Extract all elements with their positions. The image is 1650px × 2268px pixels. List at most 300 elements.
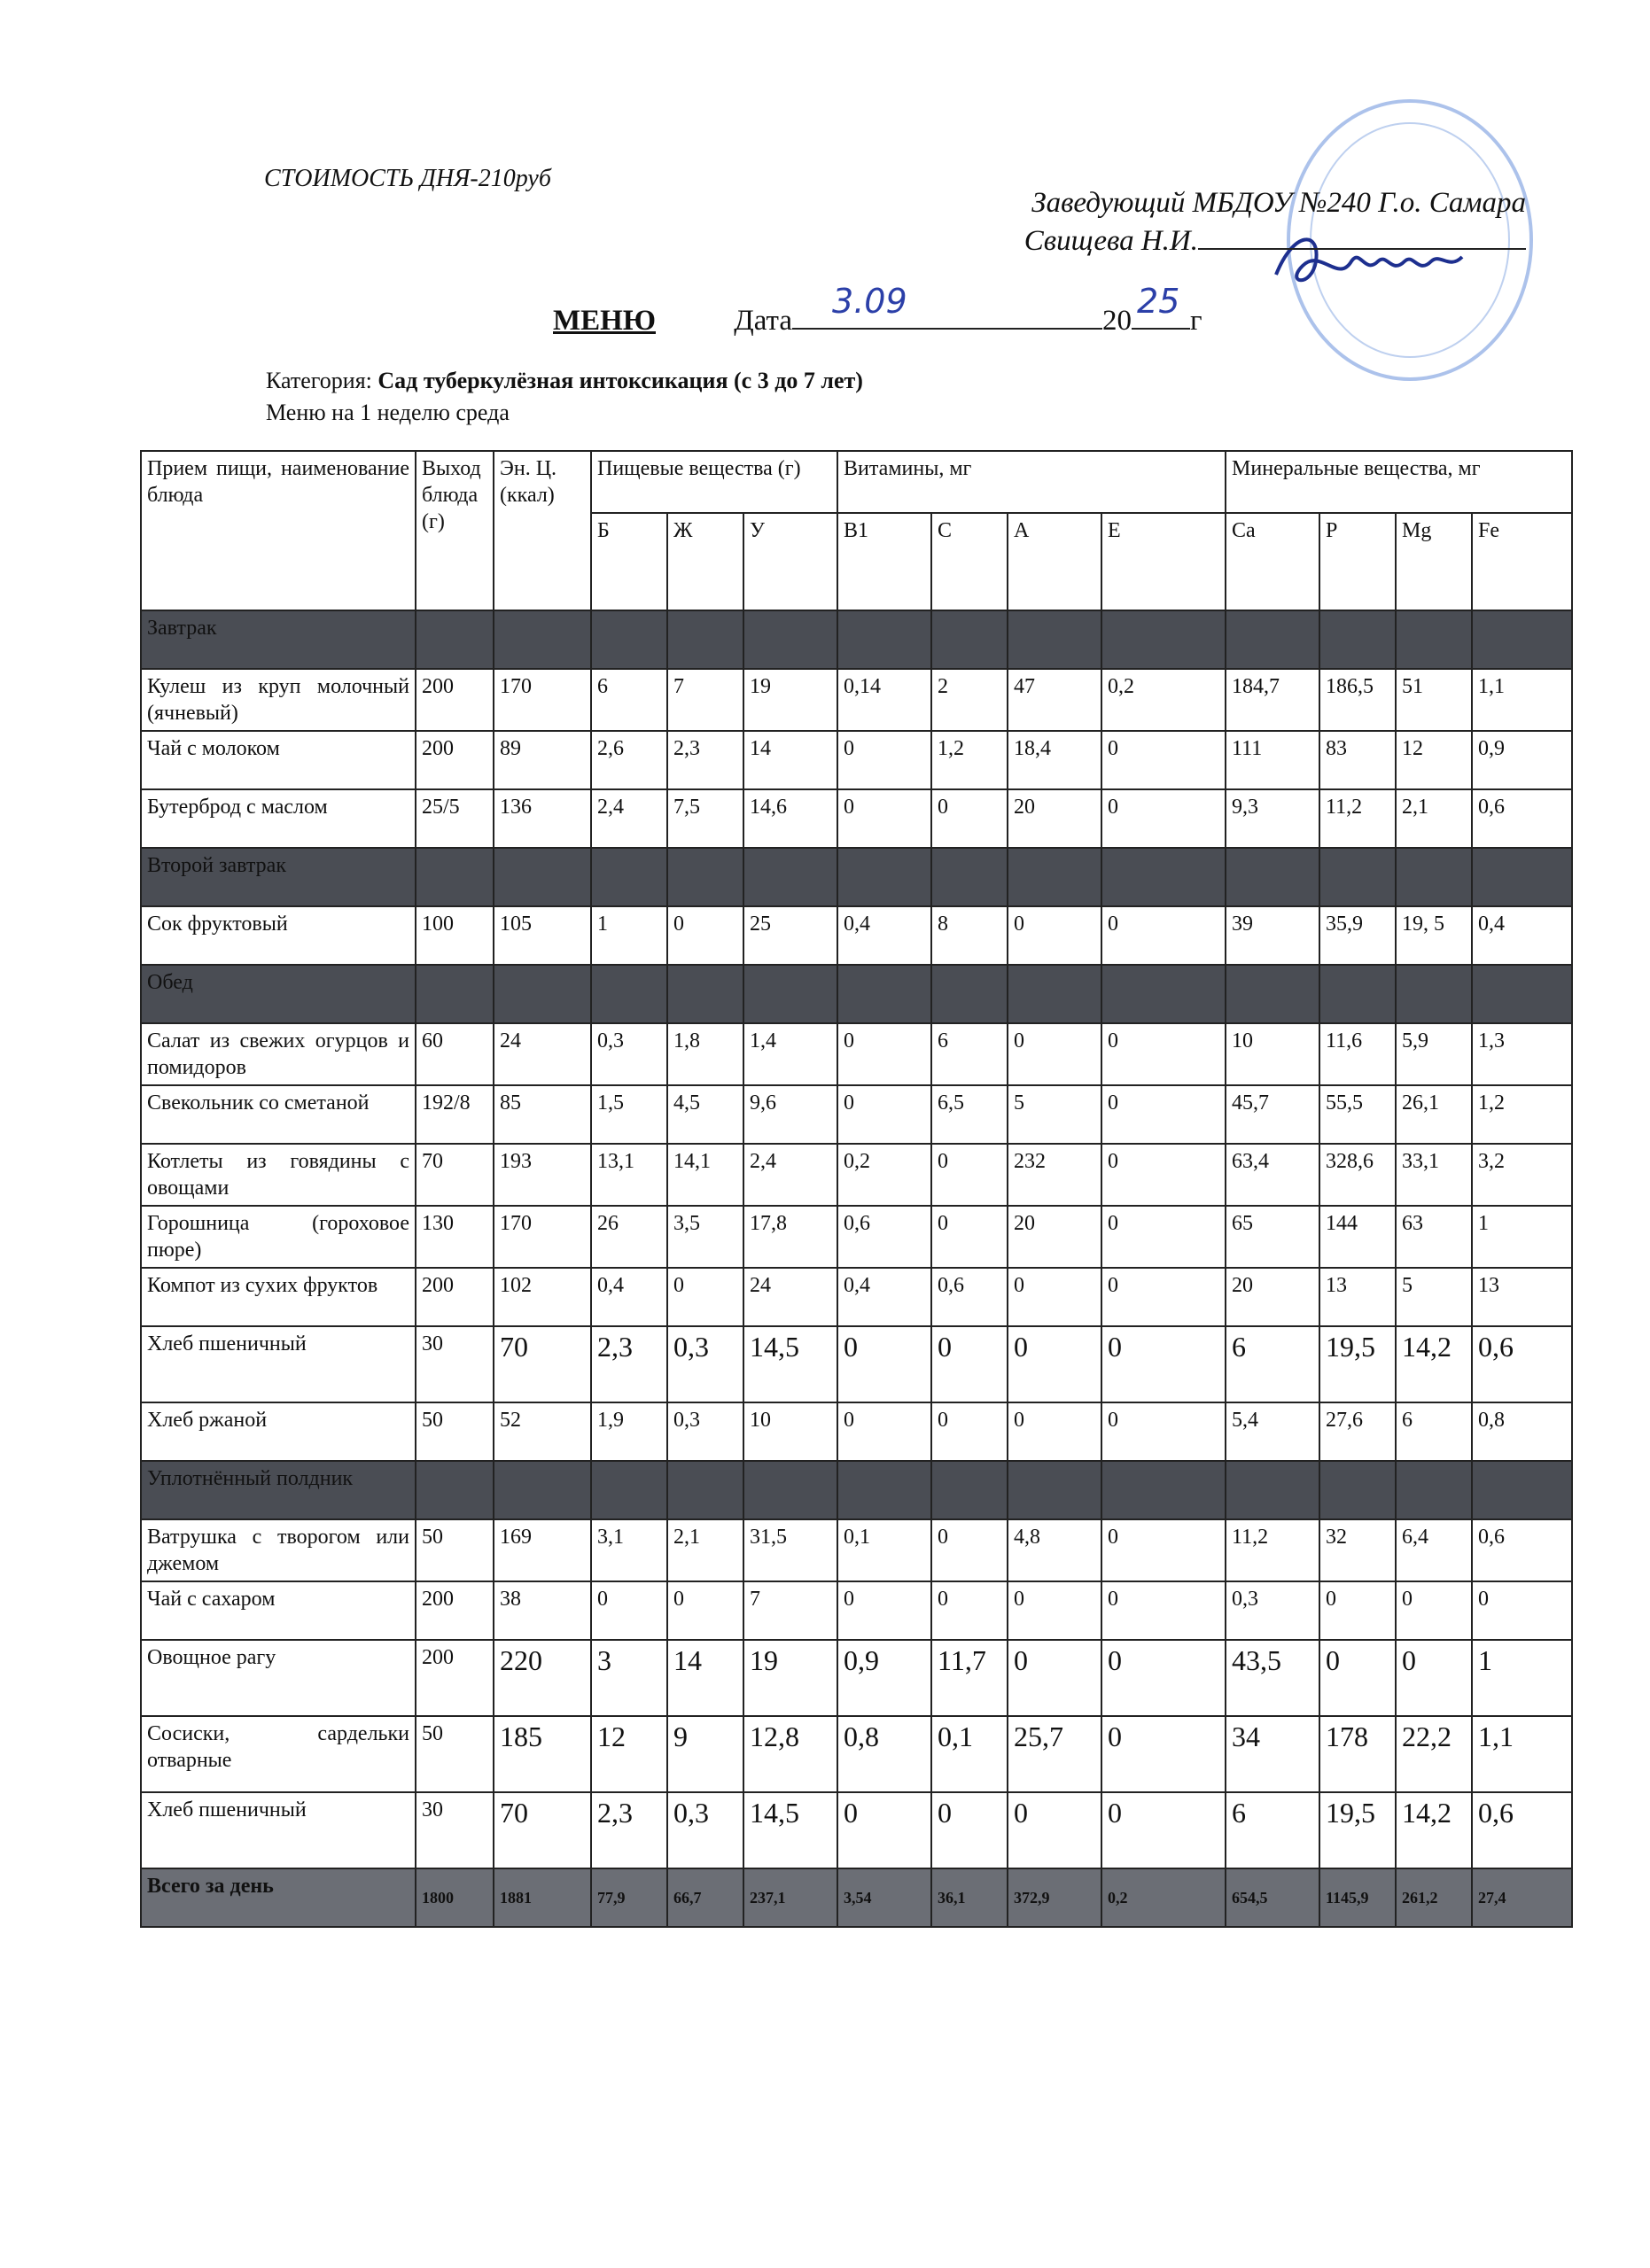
year-value: 25 [1137, 282, 1180, 321]
section-cell [1472, 965, 1572, 1023]
table-cell: 0,3 [667, 1326, 743, 1402]
table-cell: 2,1 [1396, 789, 1472, 848]
col-sub-10: Fe [1472, 513, 1572, 610]
table-cell: 0 [931, 1144, 1008, 1206]
table-cell: 12,8 [743, 1716, 837, 1792]
section-cell [931, 965, 1008, 1023]
section-cell [1101, 610, 1226, 669]
table-row [141, 1640, 1572, 1716]
table-cell: 14,2 [1396, 1792, 1472, 1868]
table-cell: 1,5 [591, 1085, 667, 1144]
table-cell: 1 [1472, 1206, 1572, 1268]
table-cell: 0,2 [837, 1144, 931, 1206]
table-cell: 0,4 [591, 1268, 667, 1326]
table-row [141, 1716, 1572, 1792]
table-cell: 6,5 [931, 1085, 1008, 1144]
dish-name: Овощное рагу [141, 1640, 416, 1716]
table-cell: 20 [1008, 1206, 1101, 1268]
table-cell: 0,1 [931, 1716, 1008, 1792]
section-cell [667, 848, 743, 906]
table-cell: 105 [494, 906, 591, 965]
section-cell [1472, 848, 1572, 906]
table-cell: 14 [743, 731, 837, 789]
table-row [141, 1792, 1572, 1868]
table-cell: 70 [494, 1326, 591, 1402]
table-cell: 2,3 [591, 1326, 667, 1402]
category-label: Категория: [266, 368, 372, 393]
section-cell [931, 848, 1008, 906]
table-cell: 200 [416, 731, 494, 789]
table-cell: 6 [591, 669, 667, 731]
total-cell: 372,9 [1008, 1868, 1101, 1927]
table-cell: 50 [416, 1716, 494, 1792]
table-cell: 1,4 [743, 1023, 837, 1085]
table-cell: 0,2 [1101, 669, 1226, 731]
section-cell [1008, 965, 1101, 1023]
table-cell: 3,1 [591, 1519, 667, 1581]
table-cell: 0 [667, 906, 743, 965]
col-yield: Выход блюда (г) [416, 451, 494, 610]
table-cell: 2,3 [591, 1792, 667, 1868]
section-cell [591, 965, 667, 1023]
table-cell: 0 [931, 1581, 1008, 1640]
table-cell: 0 [1101, 1640, 1226, 1716]
table-cell: 5 [1396, 1268, 1472, 1326]
table-cell: 0 [1101, 1268, 1226, 1326]
table-cell: 170 [494, 669, 591, 731]
table-cell: 0 [1396, 1640, 1472, 1716]
table-cell: 6 [1226, 1792, 1319, 1868]
table-cell: 200 [416, 669, 494, 731]
table-cell: 3 [591, 1640, 667, 1716]
table-cell: 1,3 [1472, 1023, 1572, 1085]
table-cell: 12 [591, 1716, 667, 1792]
table-cell: 52 [494, 1402, 591, 1461]
table-cell: 14 [667, 1640, 743, 1716]
table-cell: 232 [1008, 1144, 1101, 1206]
section-cell [1008, 848, 1101, 906]
table-row [141, 1023, 1572, 1085]
table-cell: 0 [837, 1326, 931, 1402]
table-cell: 0 [1101, 1085, 1226, 1144]
table-row [141, 1206, 1572, 1268]
table-cell: 0 [837, 1581, 931, 1640]
table-cell: 0 [1101, 1402, 1226, 1461]
table-row [141, 1519, 1572, 1581]
section-cell [494, 1461, 591, 1519]
table-cell: 2,1 [667, 1519, 743, 1581]
table-cell: 20 [1008, 789, 1101, 848]
category-value: Сад туберкулёзная интоксикация (с 3 до 7 лет) [377, 368, 863, 393]
table-cell: 9,6 [743, 1085, 837, 1144]
table-cell: 0 [837, 731, 931, 789]
dish-name: Компот из сухих фруктов [141, 1268, 416, 1326]
table-row [141, 1144, 1572, 1206]
table-cell: 0 [837, 1792, 931, 1868]
table-cell: 2,3 [667, 731, 743, 789]
section-cell [1396, 610, 1472, 669]
section-cell [494, 965, 591, 1023]
table-cell: 19 [743, 669, 837, 731]
table-cell: 200 [416, 1640, 494, 1716]
table-cell: 0,6 [1472, 1519, 1572, 1581]
section-row [141, 610, 1572, 669]
section-cell [1101, 1461, 1226, 1519]
table-cell: 0 [1008, 1326, 1101, 1402]
dish-name: Свекольник со сметаной [141, 1085, 416, 1144]
table-cell: 0,14 [837, 669, 931, 731]
table-cell: 13 [1319, 1268, 1396, 1326]
dish-name: Ватрушка с творогом или джемом [141, 1519, 416, 1581]
section-cell [667, 965, 743, 1023]
table-cell: 2,4 [591, 789, 667, 848]
section-cell [1472, 1461, 1572, 1519]
table-row [141, 669, 1572, 731]
table-cell: 0,3 [667, 1792, 743, 1868]
section-cell [1319, 610, 1396, 669]
table-cell: 0,1 [837, 1519, 931, 1581]
table-cell: 186,5 [1319, 669, 1396, 731]
table-cell: 63 [1396, 1206, 1472, 1268]
date-value: 3.09 [832, 282, 907, 321]
table-cell: 2,6 [591, 731, 667, 789]
table-cell: 22,2 [1396, 1716, 1472, 1792]
table-row [141, 1581, 1572, 1640]
week-line: Меню на 1 неделю среда [266, 400, 510, 425]
director-title: Заведующий МБДОУ №240 Г.о. Самара [1031, 187, 1526, 219]
table-cell: 11,6 [1319, 1023, 1396, 1085]
table-cell: 136 [494, 789, 591, 848]
table-cell: 0,9 [837, 1640, 931, 1716]
dish-name: Котлеты из говядины с овощами [141, 1144, 416, 1206]
table-cell: 0 [1319, 1640, 1396, 1716]
table-cell: 0,4 [837, 906, 931, 965]
table-cell: 0 [837, 1085, 931, 1144]
total-cell: 77,9 [591, 1868, 667, 1927]
table-cell: 11,2 [1226, 1519, 1319, 1581]
table-row [141, 906, 1572, 965]
col-minerals: Минеральные вещества, мг [1226, 451, 1572, 513]
table-cell: 100 [416, 906, 494, 965]
section-cell [1319, 1461, 1396, 1519]
table-cell: 25 [743, 906, 837, 965]
table-cell: 19, 5 [1396, 906, 1472, 965]
total-cell: 0,2 [1101, 1868, 1226, 1927]
col-vitamins: Витамины, мг [837, 451, 1226, 513]
total-cell: 27,4 [1472, 1868, 1572, 1927]
section-cell [837, 1461, 931, 1519]
col-sub-9: Mg [1396, 513, 1472, 610]
table-cell: 0,6 [837, 1206, 931, 1268]
table-cell: 0 [837, 789, 931, 848]
table-cell: 45,7 [1226, 1085, 1319, 1144]
dish-name: Бутерброд с маслом [141, 789, 416, 848]
total-cell: 1881 [494, 1868, 591, 1927]
table-cell: 3,2 [1472, 1144, 1572, 1206]
table-cell: 7 [667, 669, 743, 731]
section-cell [1319, 848, 1396, 906]
table-cell: 50 [416, 1519, 494, 1581]
table-cell: 0 [1472, 1581, 1572, 1640]
table-row [141, 1326, 1572, 1402]
table-cell: 27,6 [1319, 1402, 1396, 1461]
table-cell: 0,4 [1472, 906, 1572, 965]
col-sub-1: Ж [667, 513, 743, 610]
table-cell: 0 [1101, 1716, 1226, 1792]
dish-name: Хлеб пшеничный [141, 1792, 416, 1868]
table-cell: 0 [931, 789, 1008, 848]
section-cell [1396, 848, 1472, 906]
section-cell [1472, 610, 1572, 669]
table-cell: 32 [1319, 1519, 1396, 1581]
table-cell: 0 [1319, 1581, 1396, 1640]
table-cell: 8 [931, 906, 1008, 965]
table-cell: 0 [931, 1519, 1008, 1581]
table-cell: 83 [1319, 731, 1396, 789]
table-cell: 2,4 [743, 1144, 837, 1206]
table-cell: 0 [1101, 1581, 1226, 1640]
table-cell: 18,4 [1008, 731, 1101, 789]
table-cell: 13 [1472, 1268, 1572, 1326]
section-cell [591, 1461, 667, 1519]
table-cell: 26,1 [1396, 1085, 1472, 1144]
total-cell: 3,54 [837, 1868, 931, 1927]
section-row [141, 1461, 1572, 1519]
col-sub-8: P [1319, 513, 1396, 610]
table-cell: 0 [1101, 1792, 1226, 1868]
dish-name: Кулеш из круп молочный (ячневый) [141, 669, 416, 731]
table-cell: 192/8 [416, 1085, 494, 1144]
col-nutrients: Пищевые вещества (г) [591, 451, 837, 513]
menu-title: МЕНЮ [553, 305, 656, 337]
table-cell: 50 [416, 1402, 494, 1461]
table-cell: 1,1 [1472, 669, 1572, 731]
table-cell: 111 [1226, 731, 1319, 789]
table-cell: 0 [931, 1402, 1008, 1461]
section-row [141, 965, 1572, 1023]
table-cell: 0 [1008, 1023, 1101, 1085]
dish-name: Хлеб пшеничный [141, 1326, 416, 1402]
director-name: Свищева Н.И. [1023, 225, 1198, 257]
table-cell: 0 [1101, 731, 1226, 789]
table-cell: 11,2 [1319, 789, 1396, 848]
table-cell: 200 [416, 1581, 494, 1640]
table-cell: 70 [494, 1792, 591, 1868]
approval-block [1024, 184, 1526, 260]
table-cell: 6,4 [1396, 1519, 1472, 1581]
table-cell: 0 [1008, 1640, 1101, 1716]
section-cell [837, 610, 931, 669]
table-cell: 85 [494, 1085, 591, 1144]
table-cell: 0 [1008, 1581, 1101, 1640]
table-cell: 14,5 [743, 1792, 837, 1868]
table-cell: 25,7 [1008, 1716, 1101, 1792]
dish-name: Чай с сахаром [141, 1581, 416, 1640]
section-cell [1226, 1461, 1319, 1519]
table-row [141, 789, 1572, 848]
table-cell: 35,9 [1319, 906, 1396, 965]
dish-name: Чай с молоком [141, 731, 416, 789]
table-cell: 12 [1396, 731, 1472, 789]
table-cell: 4,8 [1008, 1519, 1101, 1581]
table-cell: 14,1 [667, 1144, 743, 1206]
dish-name: Сосиски, сардельки отварные [141, 1716, 416, 1792]
col-sub-2: У [743, 513, 837, 610]
section-cell [837, 848, 931, 906]
section-title: Завтрак [141, 610, 416, 669]
table-cell: 0,6 [931, 1268, 1008, 1326]
menu-table [140, 450, 1573, 1928]
table-cell: 184,7 [1226, 669, 1319, 731]
table-cell: 5,9 [1396, 1023, 1472, 1085]
section-cell [591, 848, 667, 906]
table-cell: 9,3 [1226, 789, 1319, 848]
signature-line [1198, 221, 1526, 250]
table-cell: 0,4 [837, 1268, 931, 1326]
table-cell: 0 [1101, 1144, 1226, 1206]
table-cell: 26 [591, 1206, 667, 1268]
menu-date-line [553, 282, 1202, 338]
section-cell [743, 1461, 837, 1519]
category-block [266, 365, 863, 429]
table-cell: 0 [667, 1268, 743, 1326]
table-cell: 6 [1396, 1402, 1472, 1461]
table-cell: 9 [667, 1716, 743, 1792]
section-cell [667, 610, 743, 669]
table-cell: 0,3 [591, 1023, 667, 1085]
table-cell: 24 [743, 1268, 837, 1326]
table-cell: 31,5 [743, 1519, 837, 1581]
table-cell: 0 [1101, 1206, 1226, 1268]
table-cell: 14,6 [743, 789, 837, 848]
table-cell: 1,9 [591, 1402, 667, 1461]
col-sub-6: E [1101, 513, 1226, 610]
table-cell: 0,8 [837, 1716, 931, 1792]
table-cell: 6 [931, 1023, 1008, 1085]
table-cell: 185 [494, 1716, 591, 1792]
table-cell: 17,8 [743, 1206, 837, 1268]
section-cell [1396, 965, 1472, 1023]
section-cell [1319, 965, 1396, 1023]
total-cell: 261,2 [1396, 1868, 1472, 1927]
table-cell: 0 [1396, 1581, 1472, 1640]
table-cell: 0 [591, 1581, 667, 1640]
table-cell: 193 [494, 1144, 591, 1206]
table-cell: 0 [667, 1581, 743, 1640]
table-cell: 0 [931, 1792, 1008, 1868]
table-cell: 3,5 [667, 1206, 743, 1268]
table-cell: 0 [837, 1023, 931, 1085]
table-cell: 1,1 [1472, 1716, 1572, 1792]
table-cell: 0,3 [667, 1402, 743, 1461]
table-cell: 220 [494, 1640, 591, 1716]
table-cell: 10 [1226, 1023, 1319, 1085]
table-cell: 70 [416, 1144, 494, 1206]
total-row [141, 1868, 1572, 1927]
table-cell: 13,1 [591, 1144, 667, 1206]
col-sub-0: Б [591, 513, 667, 610]
section-cell [416, 848, 494, 906]
table-row [141, 1402, 1572, 1461]
dish-name: Салат из свежих огурцов и помидоров [141, 1023, 416, 1085]
dish-name: Сок фруктовый [141, 906, 416, 965]
col-sub-4: C [931, 513, 1008, 610]
table-cell: 89 [494, 731, 591, 789]
table-cell: 130 [416, 1206, 494, 1268]
table-cell: 6 [1226, 1326, 1319, 1402]
section-cell [1226, 610, 1319, 669]
total-cell: 237,1 [743, 1868, 837, 1927]
year-suffix: г [1190, 305, 1202, 337]
section-cell [931, 1461, 1008, 1519]
section-cell [743, 965, 837, 1023]
dish-name: Горошница (гороховое пюре) [141, 1206, 416, 1268]
table-cell: 10 [743, 1402, 837, 1461]
table-row [141, 731, 1572, 789]
total-cell: 1145,9 [1319, 1868, 1396, 1927]
table-cell: 178 [1319, 1716, 1396, 1792]
table-cell: 38 [494, 1581, 591, 1640]
section-cell [931, 610, 1008, 669]
table-cell: 4,5 [667, 1085, 743, 1144]
section-cell [416, 1461, 494, 1519]
table-cell: 5,4 [1226, 1402, 1319, 1461]
table-cell: 1 [1472, 1640, 1572, 1716]
col-sub-5: A [1008, 513, 1101, 610]
table-cell: 47 [1008, 669, 1101, 731]
table-cell: 65 [1226, 1206, 1319, 1268]
table-cell: 0 [1101, 1023, 1226, 1085]
day-cost: СТОИМОСТЬ ДНЯ-210руб [264, 165, 551, 192]
table-cell: 0,6 [1472, 789, 1572, 848]
table-cell: 60 [416, 1023, 494, 1085]
table-cell: 0 [1008, 1402, 1101, 1461]
table-cell: 25/5 [416, 789, 494, 848]
table-cell: 33,1 [1396, 1144, 1472, 1206]
section-row [141, 848, 1572, 906]
table-cell: 0 [1101, 1326, 1226, 1402]
section-cell [1226, 848, 1319, 906]
table-cell: 1 [591, 906, 667, 965]
table-cell: 0 [837, 1402, 931, 1461]
table-row [141, 1268, 1572, 1326]
section-cell [837, 965, 931, 1023]
section-cell [494, 610, 591, 669]
table-cell: 144 [1319, 1206, 1396, 1268]
col-energy: Эн. Ц. (ккал) [494, 451, 591, 610]
table-cell: 63,4 [1226, 1144, 1319, 1206]
table-cell: 169 [494, 1519, 591, 1581]
table-cell: 0,3 [1226, 1581, 1319, 1640]
year-prefix: 20 [1102, 305, 1132, 337]
section-cell [591, 610, 667, 669]
table-cell: 0,9 [1472, 731, 1572, 789]
table-cell: 0,6 [1472, 1792, 1572, 1868]
section-cell [743, 848, 837, 906]
table-cell: 24 [494, 1023, 591, 1085]
table-cell: 0 [1008, 1268, 1101, 1326]
section-cell [1008, 1461, 1101, 1519]
table-cell: 170 [494, 1206, 591, 1268]
section-title: Уплотнённый полдник [141, 1461, 416, 1519]
table-cell: 1,2 [931, 731, 1008, 789]
section-cell [416, 610, 494, 669]
table-cell: 30 [416, 1792, 494, 1868]
table-cell: 7,5 [667, 789, 743, 848]
table-cell: 0 [1101, 906, 1226, 965]
table-cell: 19 [743, 1640, 837, 1716]
total-cell: 36,1 [931, 1868, 1008, 1927]
